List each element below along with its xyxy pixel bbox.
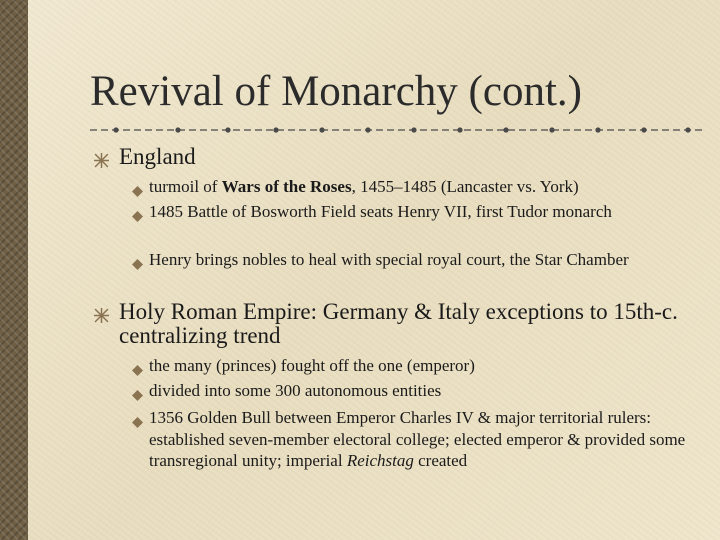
diamond-bullet-icon [132, 254, 143, 276]
bullet-text: Henry brings nobles to heal with special royal court, the Star Chamber [149, 250, 629, 269]
bullet-text: the many (princes) fought off the one (emperor) [149, 356, 475, 375]
emphasis-italic: Reichstag [346, 451, 414, 470]
diamond-bullet-icon [132, 385, 143, 407]
bullet-text: England [119, 144, 196, 169]
bullet-text: Holy Roman Empire: Germany & Italy exceptions to 15th-c. centralizing trend [119, 299, 678, 348]
left-decorative-strip [0, 0, 28, 540]
bullet-text: 1485 Battle of Bosworth Field seats Henry VII, first Tudor monarch [149, 202, 612, 221]
bullet-level2-item [132, 380, 692, 402]
diamond-bullet-icon [132, 360, 143, 382]
bullet-level2-item [132, 355, 692, 377]
bullet-level2-item [132, 201, 692, 223]
emphasis-bold: Wars of the Roses [221, 177, 352, 196]
cross-star-icon [94, 149, 109, 173]
bullet-level1-holy-roman-empire [94, 300, 694, 348]
bullet-text: divided into some 300 autonomous entities [149, 381, 442, 400]
title-divider [90, 125, 702, 135]
diamond-bullet-icon [132, 412, 143, 434]
bullet-level2-item [132, 407, 692, 472]
cross-star-icon [94, 304, 109, 328]
diamond-bullet-icon [132, 181, 143, 203]
bullet-text: turmoil of Wars of the Roses, 1455–1485 (Lancaster vs. York) [149, 177, 579, 196]
diamond-bullet-icon [132, 206, 143, 228]
bullet-level2-item [132, 176, 692, 198]
bullet-text: 1356 Golden Bull between Emperor Charles IV & major territorial rulers: established seven-member electoral college; elected emperor & provided some transregional unity; imperial Reichstag created [149, 408, 686, 470]
bullet-level1-england [94, 145, 694, 169]
bullet-level2-item [132, 249, 692, 271]
slide-title: Revival of Monarchy (cont.) [90, 68, 582, 115]
